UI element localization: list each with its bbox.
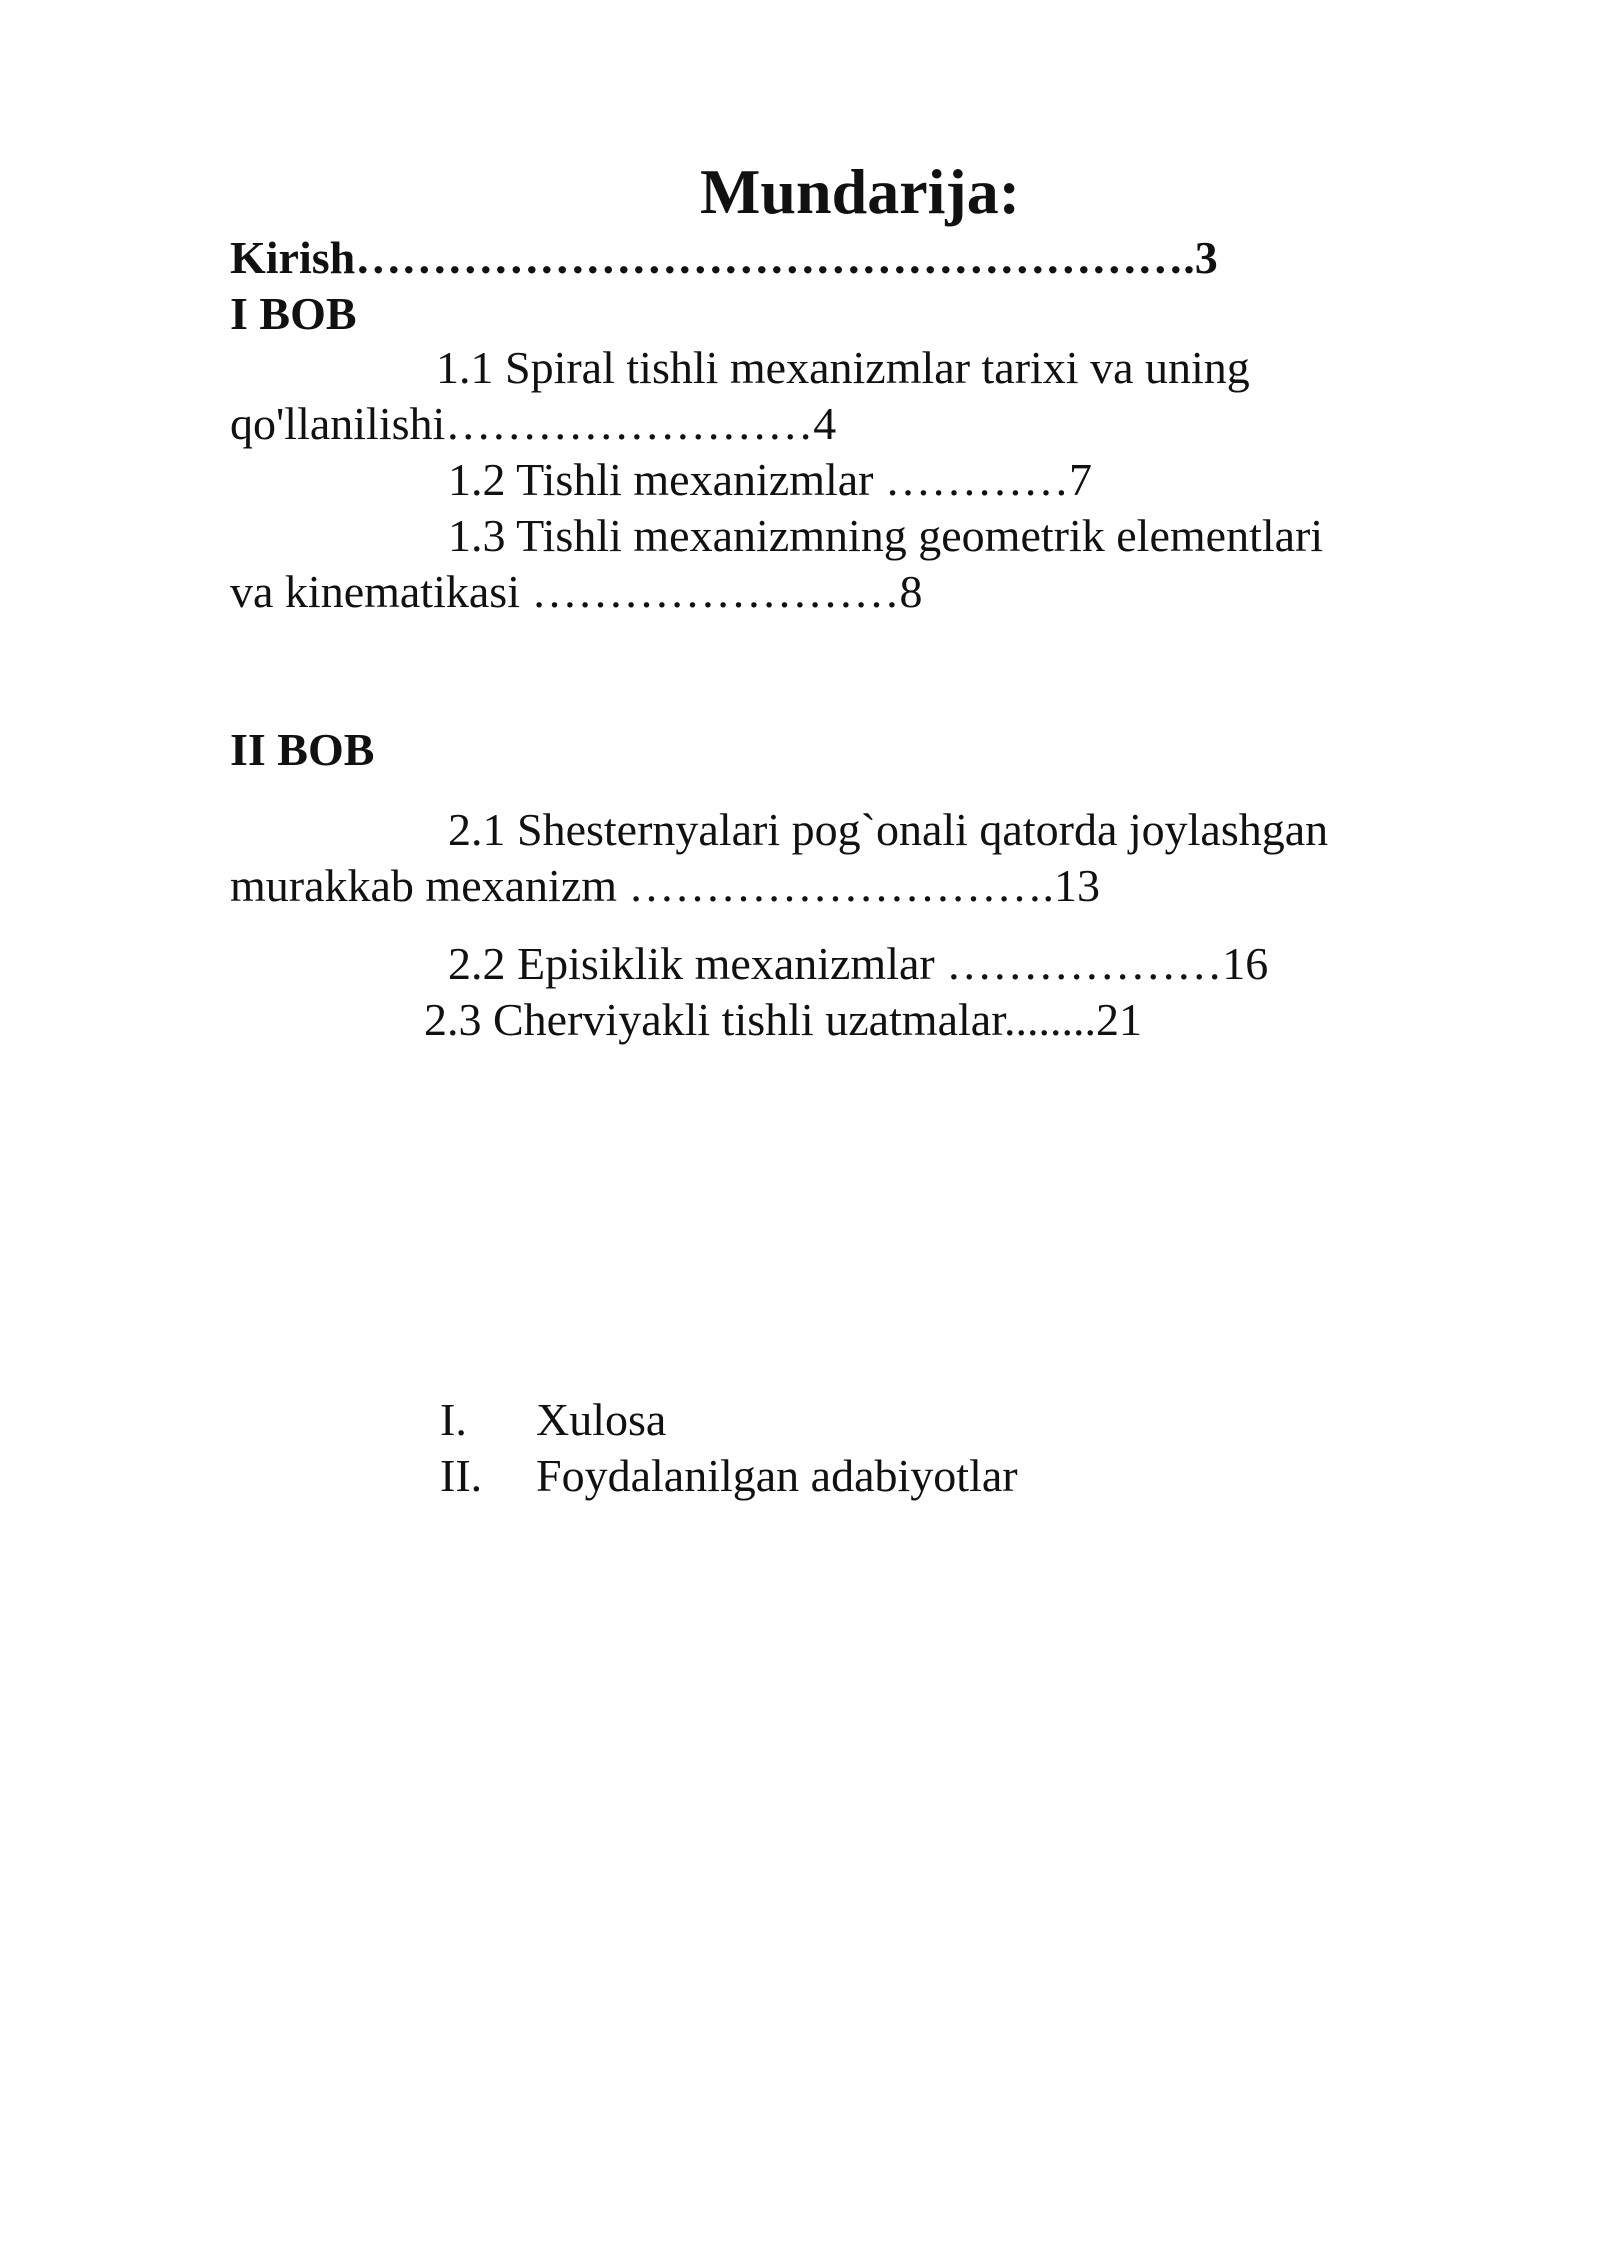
list-text: Foydalanilgan adabiyotlar [536, 1450, 1018, 1501]
toc-entry-2-1: 2.1 Shesternyalari pog`onali qatorda joylashgan [448, 804, 1329, 855]
toc-entry-kirish: Kirish……………………………………………….3 [230, 232, 1218, 283]
toc-entry-1-3-continued: va kinematikasi ……………………8 [230, 566, 923, 617]
list-number: I. [440, 1394, 467, 1445]
toc-entry-2-1-continued: murakkab mexanizm ……………………….13 [230, 860, 1101, 911]
final-list-item [440, 1448, 1240, 1504]
toc-entry-1-3: 1.3 Tishli mexanizmning geometrik elementlari [448, 510, 1324, 561]
toc-entry-2-3: 2.3 Cherviyakli tishli uzatmalar........21 [424, 994, 1142, 1045]
final-list-item [440, 1392, 1240, 1448]
toc-entry-1-2: 1.2 Tishli mexanizmlar …………7 [448, 454, 1092, 505]
list-text: Xulosa [536, 1394, 667, 1445]
chapter-heading-1: I BOB [230, 288, 357, 339]
list-number: II. [440, 1450, 483, 1501]
chapter-heading-2: II BOB [230, 724, 375, 775]
toc-entry-2-2: 2.2 Episiklik mexanizmlar ………………16 [448, 938, 1269, 989]
page-title: Mundarija: [700, 156, 1020, 227]
toc-entry-1-1: 1.1 Spiral tishli mexanizmlar tarixi va uning [436, 342, 1250, 393]
toc-entry-1-1-continued: qo'llanilishi……………………4 [230, 398, 837, 449]
